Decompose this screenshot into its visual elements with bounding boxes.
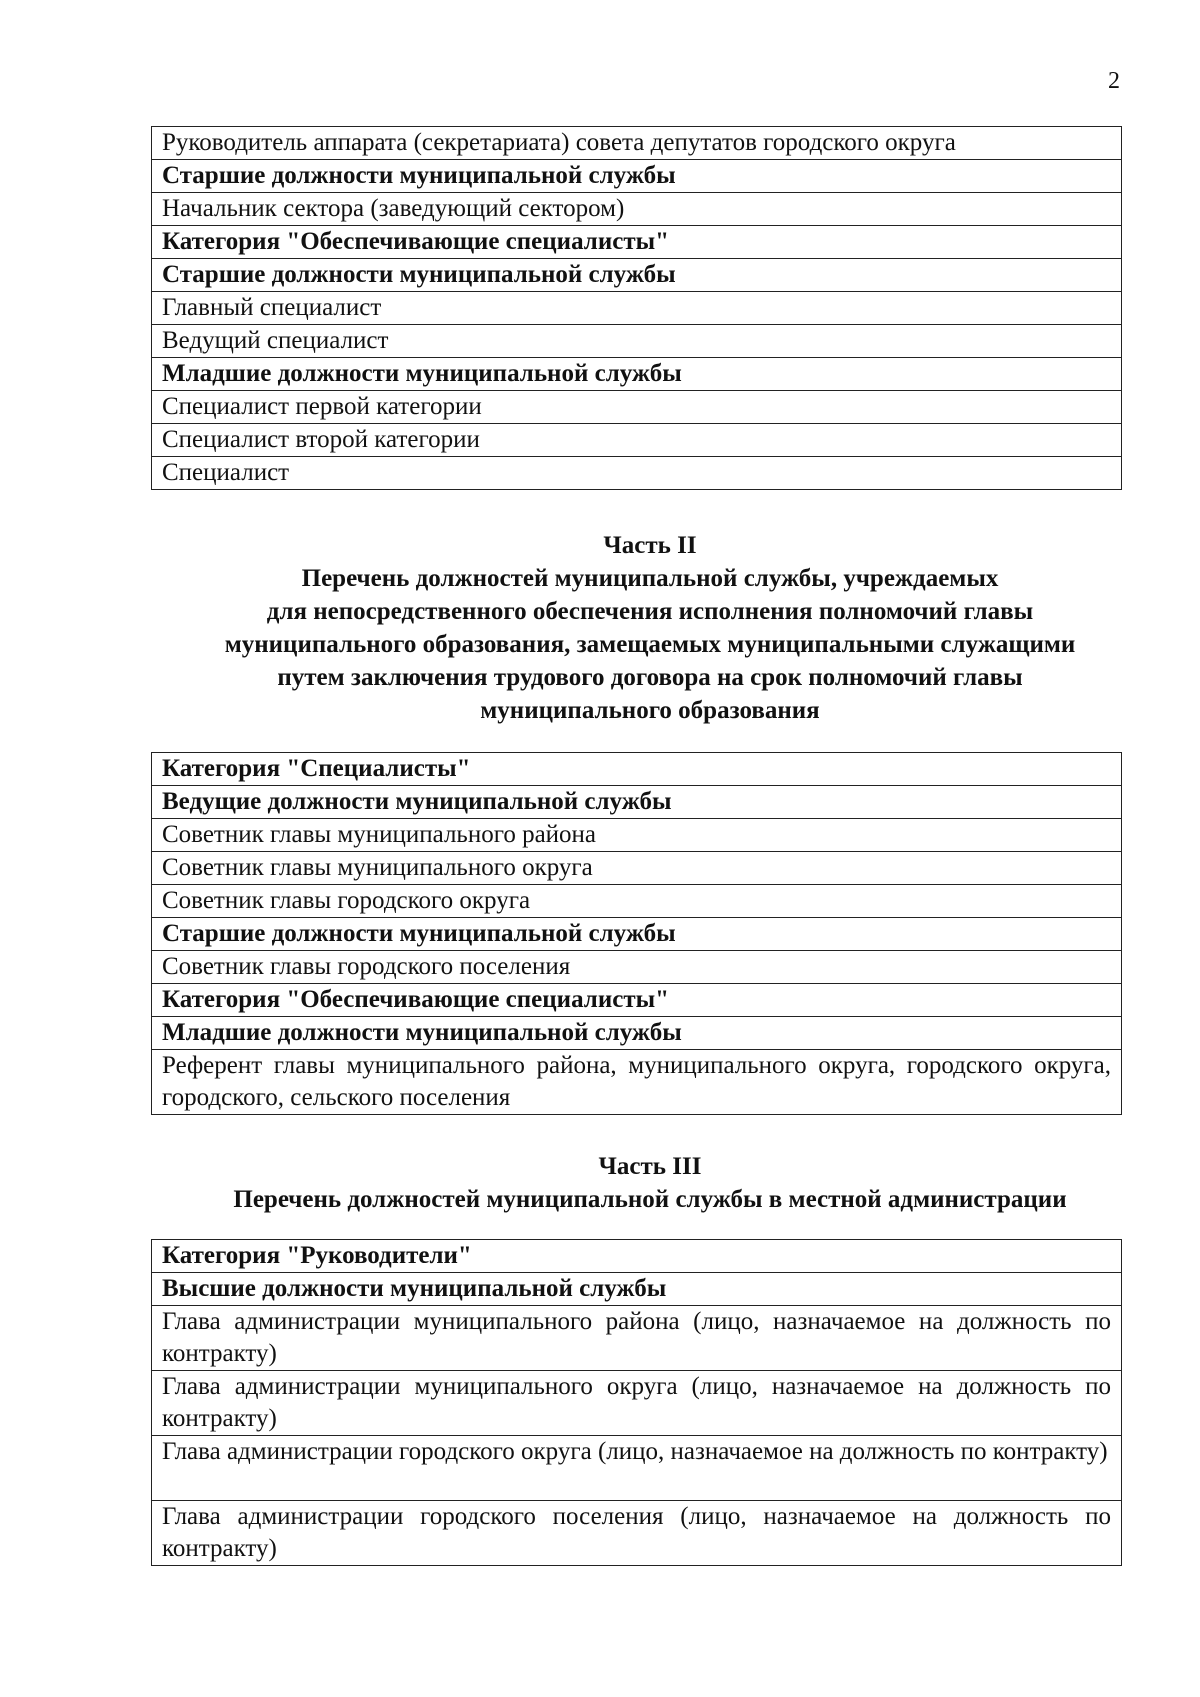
table-row bbox=[152, 1501, 1122, 1566]
position-cell: Ведущий специалист bbox=[152, 325, 1122, 358]
table-row bbox=[152, 885, 1122, 918]
category-heading-cell: Категория "Специалисты" bbox=[152, 753, 1122, 786]
table-row bbox=[152, 852, 1122, 885]
position-cell: Глава администрации городского поселения (лицо, назначаемое на должность по контракту) bbox=[152, 1501, 1122, 1566]
table-row bbox=[152, 753, 1122, 786]
table-row bbox=[152, 918, 1122, 951]
category-heading-cell: Категория "Обеспечивающие специалисты" bbox=[152, 984, 1122, 1017]
part2-heading-line: путем заключения трудового договора на срок полномочий главы bbox=[277, 664, 1023, 691]
part2-heading-line: Перечень должностей муниципальной службы, учреждаемых bbox=[301, 565, 999, 592]
part2-title: Часть II bbox=[603, 532, 697, 559]
part3-heading-line: Перечень должностей муниципальной службы в местной администрации bbox=[233, 1186, 1067, 1213]
category-heading-cell: Ведущие должности муниципальной службы bbox=[152, 786, 1122, 819]
table-row bbox=[152, 819, 1122, 852]
category-heading-cell: Старшие должности муниципальной службы bbox=[152, 160, 1122, 193]
position-cell: Специалист первой категории bbox=[152, 391, 1122, 424]
part2-heading-line: для непосредственного обеспечения исполнения полномочий главы bbox=[266, 598, 1034, 625]
table-row bbox=[152, 1050, 1122, 1115]
positions-table-part3 bbox=[151, 1239, 1122, 1566]
table-row bbox=[152, 193, 1122, 226]
category-heading-cell: Категория "Обеспечивающие специалисты" bbox=[152, 226, 1122, 259]
table-row bbox=[152, 1371, 1122, 1436]
table-row bbox=[152, 127, 1122, 160]
table-row bbox=[152, 1306, 1122, 1371]
position-cell: Главный специалист bbox=[152, 292, 1122, 325]
table-row bbox=[152, 325, 1122, 358]
part2-heading-line: муниципального образования bbox=[480, 697, 820, 724]
position-cell: Советник главы городского округа bbox=[152, 885, 1122, 918]
category-heading-cell: Категория "Руководители" bbox=[152, 1240, 1122, 1273]
table-row bbox=[152, 160, 1122, 193]
position-cell: Глава администрации муниципального района (лицо, назначаемое на должность по контракту) bbox=[152, 1306, 1122, 1371]
category-heading-cell: Младшие должности муниципальной службы bbox=[152, 358, 1122, 391]
category-heading-cell: Старшие должности муниципальной службы bbox=[152, 259, 1122, 292]
position-cell: Руководитель аппарата (секретариата) совета депутатов городского округа bbox=[152, 127, 1122, 160]
position-cell: Глава администрации городского округа (лицо, назначаемое на должность по контракту) bbox=[152, 1436, 1122, 1501]
table-row bbox=[152, 1273, 1122, 1306]
category-heading-cell: Младшие должности муниципальной службы bbox=[152, 1017, 1122, 1050]
position-cell: Советник главы муниципального района bbox=[152, 819, 1122, 852]
table-row bbox=[152, 786, 1122, 819]
position-cell: Глава администрации муниципального округа (лицо, назначаемое на должность по контракту) bbox=[152, 1371, 1122, 1436]
position-cell: Советник главы муниципального округа bbox=[152, 852, 1122, 885]
category-heading-cell: Старшие должности муниципальной службы bbox=[152, 918, 1122, 951]
table-row bbox=[152, 457, 1122, 490]
table-row bbox=[152, 1017, 1122, 1050]
table-row bbox=[152, 984, 1122, 1017]
table-row bbox=[152, 292, 1122, 325]
page-number: 2 bbox=[1108, 68, 1120, 94]
part2-heading bbox=[100, 529, 1200, 727]
table-row bbox=[152, 358, 1122, 391]
part3-heading bbox=[100, 1150, 1200, 1216]
table-row bbox=[152, 1436, 1122, 1501]
positions-table-part1 bbox=[151, 126, 1122, 490]
position-cell: Специалист bbox=[152, 457, 1122, 490]
positions-table-part2 bbox=[151, 752, 1122, 1115]
table-row bbox=[152, 951, 1122, 984]
position-cell: Начальник сектора (заведующий сектором) bbox=[152, 193, 1122, 226]
table-row bbox=[152, 424, 1122, 457]
part2-heading-line: муниципального образования, замещаемых муниципальными служащими bbox=[224, 631, 1076, 658]
table-row bbox=[152, 391, 1122, 424]
part3-title: Часть III bbox=[598, 1153, 702, 1180]
position-cell: Советник главы городского поселения bbox=[152, 951, 1122, 984]
table-row bbox=[152, 1240, 1122, 1273]
position-cell: Специалист второй категории bbox=[152, 424, 1122, 457]
table-row bbox=[152, 226, 1122, 259]
table-row bbox=[152, 259, 1122, 292]
category-heading-cell: Высшие должности муниципальной службы bbox=[152, 1273, 1122, 1306]
position-cell: Референт главы муниципального района, муниципального округа, городского округа, городского, сельского поселения bbox=[152, 1050, 1122, 1115]
